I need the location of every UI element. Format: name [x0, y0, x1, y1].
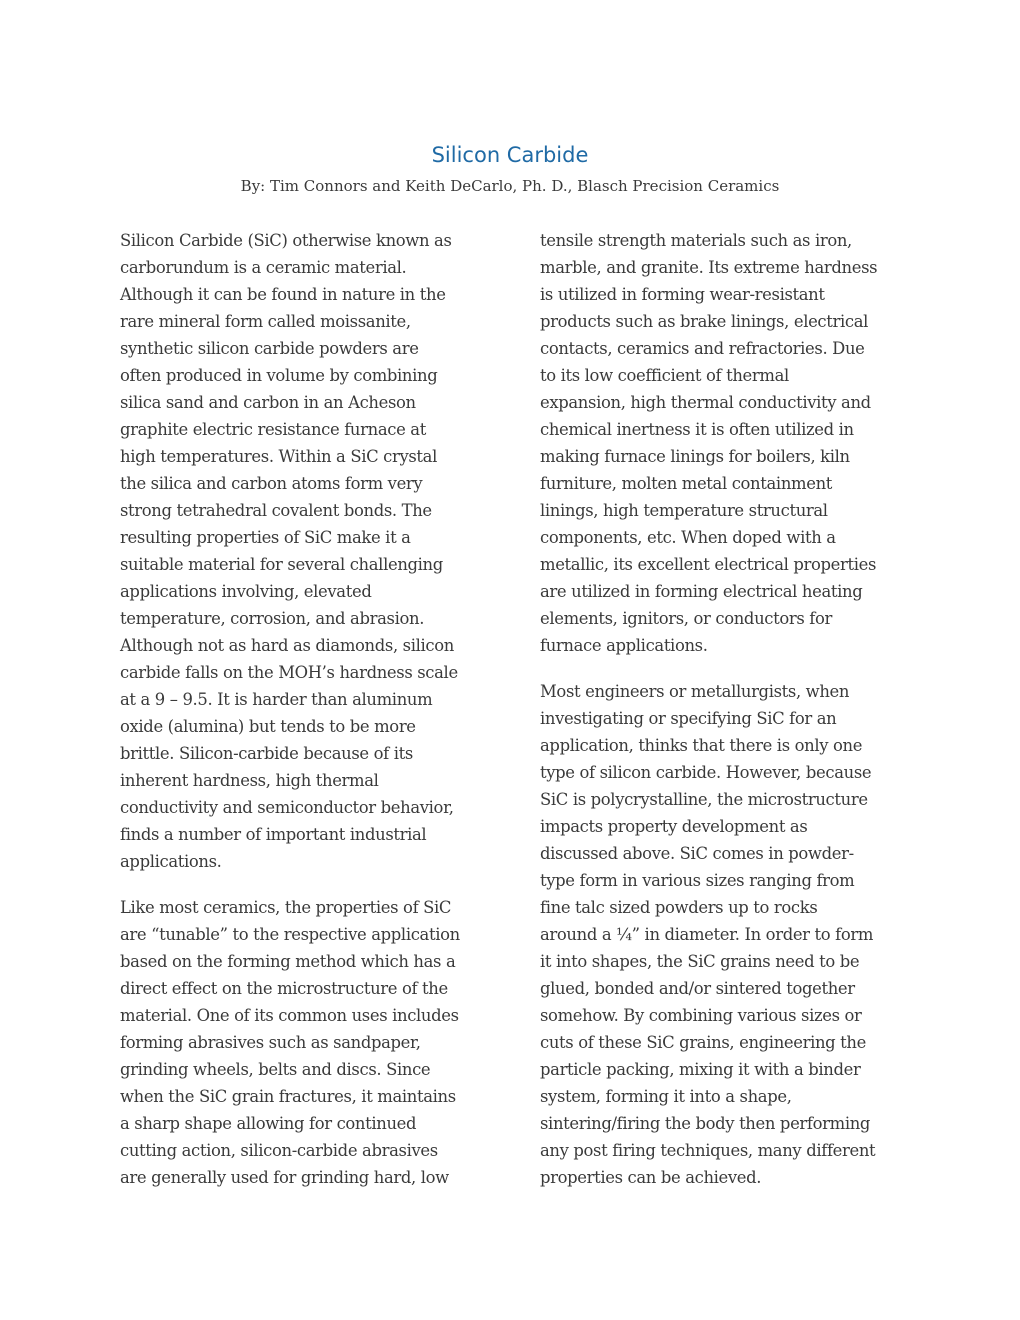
- text-line: is utilized in forming wear-resistant: [540, 285, 825, 304]
- text-line: carbide falls on the MOH’s hardness scale: [120, 663, 458, 682]
- text-line: are generally used for grinding hard, low: [120, 1168, 449, 1187]
- text-line: type form in various sizes ranging from: [540, 871, 855, 890]
- text-line: properties can be achieved.: [540, 1168, 762, 1187]
- paragraph-3: [540, 227, 904, 659]
- text-line: at a 9 – 9.5. It is harder than aluminum: [120, 690, 433, 709]
- text-line: sintering/firing the body then performing: [540, 1114, 871, 1133]
- text-line: cutting action, silicon-carbide abrasives: [120, 1141, 438, 1160]
- text-line: finds a number of important industrial: [120, 825, 427, 844]
- text-line: glued, bonded and/or sintered together: [540, 979, 855, 998]
- text-line: conductivity and semiconductor behavior,: [120, 798, 454, 817]
- text-line: furnace applications.: [540, 636, 708, 655]
- text-line: the silica and carbon atoms form very: [120, 474, 423, 493]
- text-line: metallic, its excellent electrical properties: [540, 555, 877, 574]
- text-line: impacts property development as: [540, 817, 808, 836]
- text-line: contacts, ceramics and refractories. Due: [540, 339, 865, 358]
- text-line: when the SiC grain fractures, it maintains: [120, 1087, 456, 1106]
- text-line: system, forming it into a shape,: [540, 1087, 792, 1106]
- paragraph-4: [540, 678, 904, 1191]
- document-byline: By: Tim Connors and Keith DeCarlo, Ph. D., Blasch Precision Ceramics: [240, 177, 780, 195]
- text-line: are “tunable” to the respective application: [120, 925, 460, 944]
- text-line: investigating or specifying SiC for an: [540, 709, 837, 728]
- text-line: components, etc. When doped with a: [540, 528, 836, 547]
- text-line: around a ¼” in diameter. In order to form: [540, 925, 874, 944]
- text-line: carborundum is a ceramic material.: [120, 258, 407, 277]
- document-title: Silicon Carbide: [431, 143, 589, 167]
- text-line: inherent hardness, high thermal: [120, 771, 379, 790]
- text-line: Although not as hard as diamonds, silicon: [120, 636, 454, 655]
- text-line: strong tetrahedral covalent bonds. The: [120, 501, 432, 520]
- left-column: [120, 227, 484, 1210]
- paragraph-2: [120, 894, 484, 1191]
- text-line: suitable material for several challenging: [120, 555, 443, 574]
- text-line: Like most ceramics, the properties of SiC: [120, 898, 452, 917]
- text-line: making furnace linings for boilers, kiln: [540, 447, 850, 466]
- text-line: direct effect on the microstructure of the: [120, 979, 448, 998]
- text-line: temperature, corrosion, and abrasion.: [120, 609, 425, 628]
- text-line: SiC is polycrystalline, the microstructure: [540, 790, 868, 809]
- text-line: it into shapes, the SiC grains need to be: [540, 952, 860, 971]
- text-line: any post firing techniques, many different: [540, 1141, 876, 1160]
- text-line: a sharp shape allowing for continued: [120, 1114, 417, 1133]
- text-line: silica sand and carbon in an Acheson: [120, 393, 416, 412]
- text-line: oxide (alumina) but tends to be more: [120, 717, 416, 736]
- text-line: Most engineers or metallurgists, when: [540, 682, 850, 701]
- text-line: application, thinks that there is only one: [540, 736, 863, 755]
- text-line: tensile strength materials such as iron,: [540, 231, 852, 250]
- text-line: rare mineral form called moissanite,: [120, 312, 411, 331]
- text-line: Silicon Carbide (SiC) otherwise known as: [120, 231, 452, 250]
- text-line: particle packing, mixing it with a binder: [540, 1060, 861, 1079]
- text-line: often produced in volume by combining: [120, 366, 438, 385]
- text-line: somehow. By combining various sizes or: [540, 1006, 862, 1025]
- text-line: linings, high temperature structural: [540, 501, 828, 520]
- text-line: brittle. Silicon-carbide because of its: [120, 744, 413, 763]
- paragraph-1: [120, 227, 484, 875]
- text-line: material. One of its common uses includes: [120, 1006, 459, 1025]
- text-line: synthetic silicon carbide powders are: [120, 339, 419, 358]
- text-line: forming abrasives such as sandpaper,: [120, 1033, 421, 1052]
- text-line: type of silicon carbide. However, because: [540, 763, 872, 782]
- text-line: marble, and granite. Its extreme hardness: [540, 258, 878, 277]
- text-line: cuts of these SiC grains, engineering the: [540, 1033, 866, 1052]
- text-line: expansion, high thermal conductivity and: [540, 393, 871, 412]
- text-line: products such as brake linings, electrical: [540, 312, 869, 331]
- text-line: applications involving, elevated: [120, 582, 372, 601]
- text-line: are utilized in forming electrical heating: [540, 582, 863, 601]
- text-line: applications.: [120, 852, 222, 871]
- text-line: based on the forming method which has a: [120, 952, 456, 971]
- text-line: elements, ignitors, or conductors for: [540, 609, 832, 628]
- text-line: to its low coefficient of thermal: [540, 366, 789, 385]
- right-column: [540, 227, 904, 1210]
- text-line: graphite electric resistance furnace at: [120, 420, 426, 439]
- text-line: Although it can be found in nature in the: [120, 285, 446, 304]
- text-line: fine talc sized powders up to rocks: [540, 898, 818, 917]
- text-line: resulting properties of SiC make it a: [120, 528, 411, 547]
- text-line: discussed above. SiC comes in powder-: [540, 844, 854, 863]
- text-line: high temperatures. Within a SiC crystal: [120, 447, 437, 466]
- text-line: furniture, molten metal containment: [540, 474, 833, 493]
- text-line: chemical inertness it is often utilized in: [540, 420, 854, 439]
- text-line: grinding wheels, belts and discs. Since: [120, 1060, 431, 1079]
